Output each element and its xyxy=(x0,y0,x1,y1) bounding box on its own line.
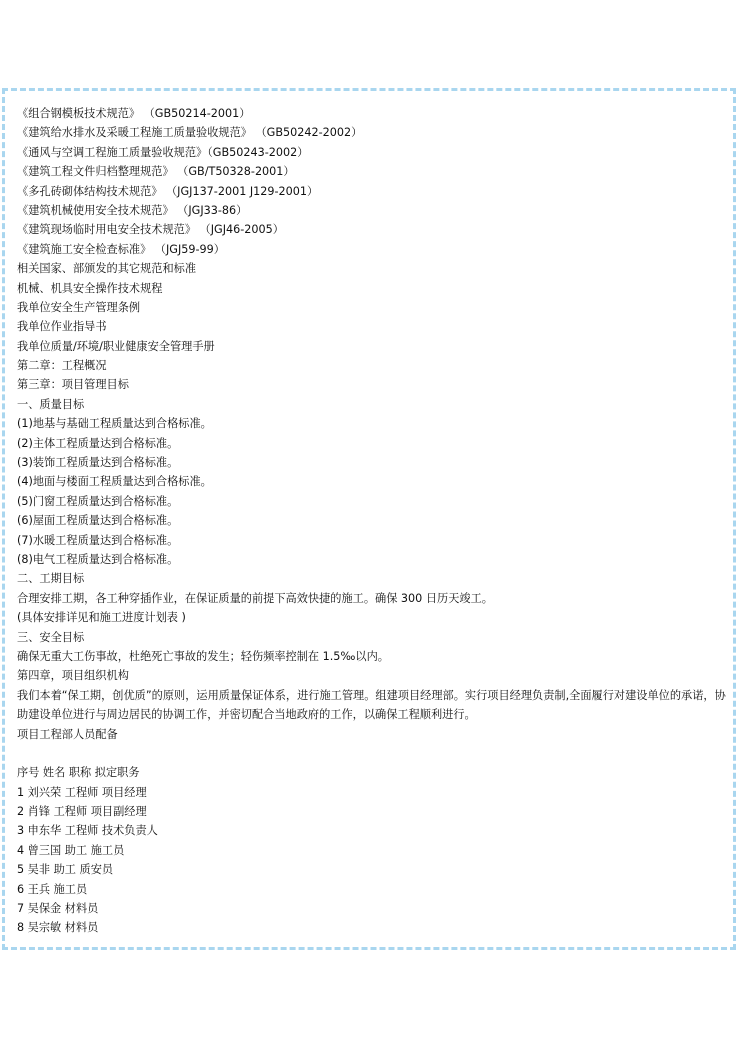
quality-item: (6)屋面工程质量达到合格标准。 xyxy=(17,514,179,528)
quality-item: (4)地面与楼面工程质量达到合格标准。 xyxy=(17,475,212,489)
chapter-heading: 第三章：项目管理目标 xyxy=(17,378,129,392)
staff-row: 2 肖锋 工程师 项目副经理 xyxy=(17,805,147,819)
section-heading: 二、工期目标 xyxy=(17,572,85,586)
quality-item: (5)门窗工程质量达到合格标准。 xyxy=(17,494,179,508)
staff-table-header: 序号 姓名 职称 拟定职务 xyxy=(17,766,140,780)
standard-line: 《建筑工程文件归档整理规范》 （GB/T50328-2001） xyxy=(17,165,295,179)
staff-row: 1 刘兴荣 工程师 项目经理 xyxy=(17,785,147,799)
blank-line xyxy=(17,744,729,763)
section-heading: 三、安全目标 xyxy=(17,630,85,644)
reference-line: 机械、机具安全操作技术规程 xyxy=(17,281,163,295)
reference-line: 相关国家、部颁发的其它规范和标准 xyxy=(17,262,197,276)
staff-heading: 项目工程部人员配备 xyxy=(17,727,118,741)
schedule-text: 合理安排工期，各工种穿插作业，在保证质量的前提下高效快捷的施工。确保 300 日历天竣工。 xyxy=(17,591,493,605)
staff-row: 7 吴保金 材料员 xyxy=(17,902,99,916)
quality-item: (2)主体工程质量达到合格标准。 xyxy=(17,436,179,450)
staff-row: 8 吴宗敏 材料员 xyxy=(17,921,99,935)
org-paragraph: 我们本着“保工期，创优质”的原则，运用质量保证体系，进行施工管理。组建项目经理部。实行项目经理负责制,全面履行对建设单位的承诺，协助建设单位进行与周边居民的协调工作，并密切配合当地政府的工作，以确保工程顺利进行。 xyxy=(17,688,726,722)
staff-row: 5 吴非 助工 质安员 xyxy=(17,863,114,877)
chapter-heading: 第二章：工程概况 xyxy=(17,359,107,373)
standard-line: 《通风与空调工程施工质量验收规范》（GB50243-2002） xyxy=(17,145,309,159)
standard-line: 《建筑给水排水及采暖工程施工质量验收规范》 （GB50242-2002） xyxy=(17,126,363,140)
section-heading: 一、质量目标 xyxy=(17,397,85,411)
reference-line: 我单位质量/环境/职业健康安全管理手册 xyxy=(17,339,215,353)
quality-item: (1)地基与基础工程质量达到合格标准。 xyxy=(17,417,212,431)
reference-line: 我单位安全生产管理条例 xyxy=(17,300,141,314)
standard-line: 《建筑施工安全检查标准》 （JGJ59-99） xyxy=(17,242,225,256)
staff-row: 6 王兵 施工员 xyxy=(17,882,88,896)
standard-line: 《多孔砖砌体结构技术规范》 （JGJ137-2001 J129-2001） xyxy=(17,184,319,198)
reference-line: 我单位作业指导书 xyxy=(17,320,107,334)
standard-line: 《建筑现场临时用电安全技术规范》 （JGJ46-2005） xyxy=(17,223,284,237)
staff-row: 3 申东华 工程师 技术负责人 xyxy=(17,824,158,838)
standard-line: 《建筑机械使用安全技术规范》 （JGJ33-86） xyxy=(17,203,248,217)
document-body xyxy=(17,104,729,938)
staff-row: 4 曾三国 助工 施工员 xyxy=(17,843,125,857)
schedule-note: (具体安排详见和施工进度计划表 ) xyxy=(17,611,186,625)
quality-item: (7)水暖工程质量达到合格标准。 xyxy=(17,533,179,547)
chapter-heading: 第四章，项目组织机构 xyxy=(17,669,129,683)
safety-text: 确保无重大工伤事故，杜绝死亡事故的发生；轻伤频率控制在 1.5‰以内。 xyxy=(17,649,389,663)
quality-item: (3)装饰工程质量达到合格标准。 xyxy=(17,456,179,470)
quality-item: (8)电气工程质量达到合格标准。 xyxy=(17,552,179,566)
standard-line: 《组合钢模板技术规范》 （GB50214-2001） xyxy=(17,107,251,120)
